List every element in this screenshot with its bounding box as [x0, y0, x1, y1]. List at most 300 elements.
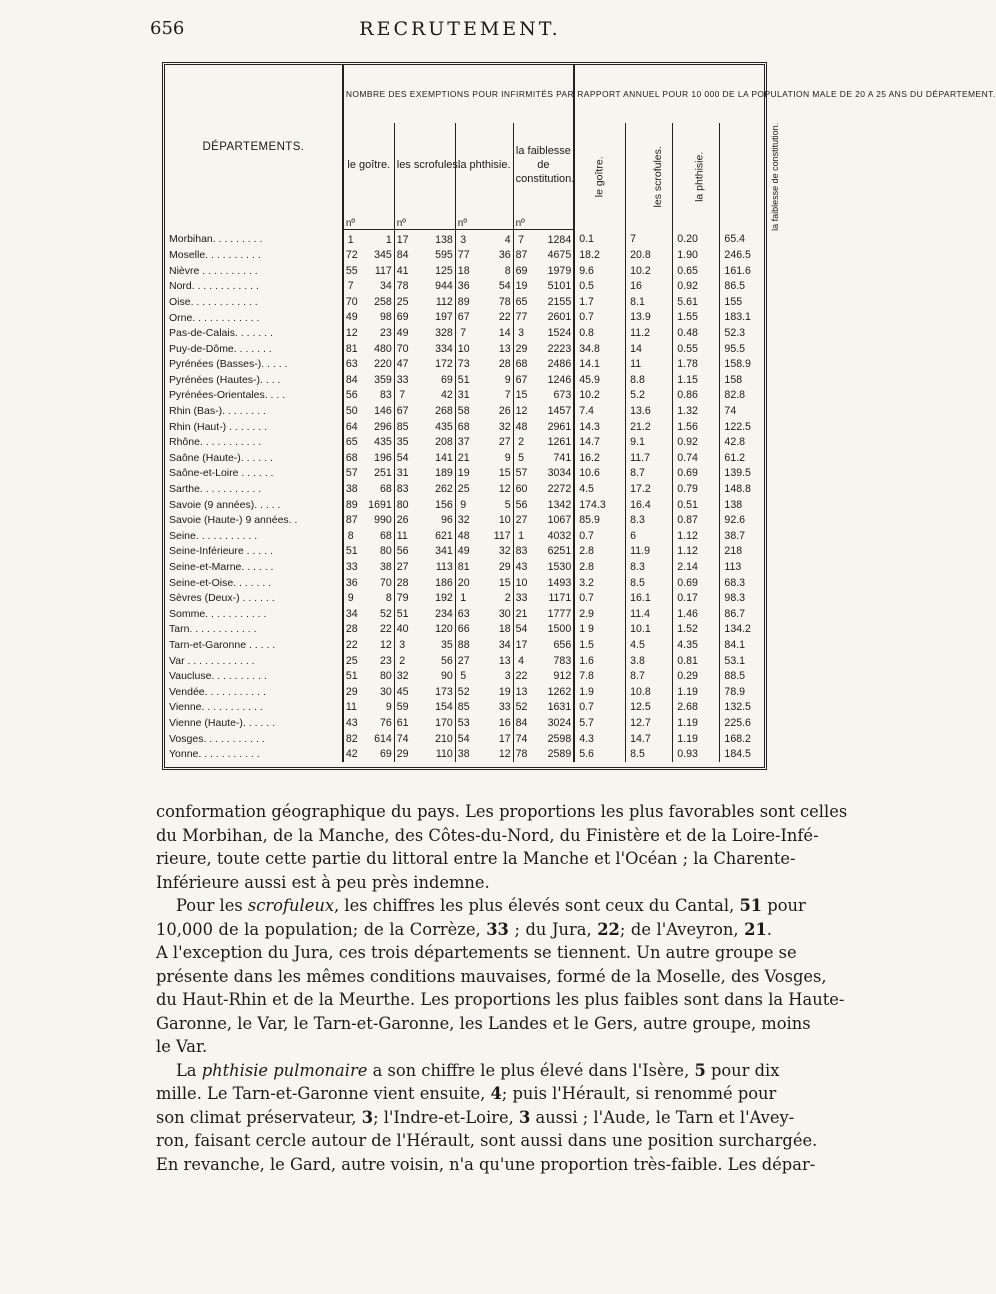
ratio-scrofules: 10.8	[626, 684, 673, 700]
phthisie-count: 15	[468, 466, 513, 482]
faiblesse-n: 19	[515, 280, 528, 293]
ratio-scrofules: 14.7	[626, 731, 673, 747]
ratio-scrofules: 21.2	[626, 419, 673, 435]
dept-name: Yonne. . . . . . . . . . .	[165, 747, 343, 763]
phthisie-n: 63	[457, 607, 470, 620]
phthisie-count: 16	[468, 715, 513, 731]
phthisie-count: 2	[468, 591, 513, 607]
ratio-faiblesse: 138	[724, 498, 743, 511]
ratio-scrofules: 7	[626, 230, 673, 248]
ratio-faiblesse: 84.1	[724, 638, 746, 651]
goitre-count: 69	[356, 747, 395, 763]
phthisie-count: 10	[468, 513, 513, 529]
table-row	[165, 559, 764, 575]
dept-name: Vienne. . . . . . . . . . .	[165, 700, 343, 716]
ratio-phthisie: 0.92	[673, 435, 720, 451]
goitre-count: 1691	[356, 497, 395, 513]
goitre-n: 25	[345, 654, 358, 667]
dept-name: Morbihan. . . . . . . . .	[165, 230, 343, 248]
phthisie-count: 13	[468, 341, 513, 357]
faiblesse-count: 673	[526, 388, 574, 404]
dept-header: DÉPARTEMENTS.	[165, 65, 343, 230]
goitre-n: 81	[345, 342, 358, 355]
text-run: ; l'Indre-et-Loire,	[373, 1107, 519, 1127]
ratio-phthisie: 0.79	[673, 482, 720, 498]
faiblesse-count: 1262	[526, 684, 574, 700]
ratio-faiblesse: 113	[724, 560, 742, 573]
phthisie-n: 3	[460, 233, 467, 246]
dept-name: Saône (Haute-). . . . . .	[165, 450, 343, 466]
ratio-faiblesse: 161.6	[724, 264, 751, 277]
ratio-phthisie: 0.87	[673, 513, 720, 529]
dept-name: Rhône. . . . . . . . . . .	[165, 435, 343, 451]
goitre-n: 1	[347, 233, 354, 246]
goitre-count: 117	[356, 263, 395, 279]
rcol-scrofules: les scrofules.	[651, 146, 664, 208]
ratio-scrofules: 10.2	[626, 263, 673, 279]
scrofules-count: 334	[407, 341, 455, 357]
dept-name: Tarn-et-Garonne . . . . .	[165, 637, 343, 653]
goitre-count: 22	[356, 622, 395, 638]
ratio-goitre: 4.3	[574, 731, 625, 747]
ratio-phthisie: 0.29	[673, 669, 720, 685]
faiblesse-n: 7	[518, 233, 524, 246]
goitre-count: 220	[356, 357, 395, 373]
goitre-count: 296	[356, 419, 395, 435]
ratio-faiblesse: 92.6	[724, 514, 746, 527]
faiblesse-count: 2601	[526, 310, 574, 326]
ratio-phthisie: 0.20	[673, 230, 720, 248]
dept-name: Pas-de-Calais. . . . . . .	[165, 326, 343, 342]
ratio-scrofules: 13.9	[626, 310, 673, 326]
ratio-scrofules: 11.9	[626, 544, 673, 560]
table-body	[165, 230, 764, 763]
ratio-scrofules: 13.6	[626, 404, 673, 420]
ratio-faiblesse: 52.3	[724, 327, 746, 340]
faiblesse-n: 12	[515, 405, 528, 418]
phthisie-n: 20	[457, 576, 470, 589]
goitre-n: 84	[345, 373, 358, 386]
text-run-bold: 33	[486, 919, 509, 939]
ratio-phthisie: 1.55	[673, 310, 720, 326]
goitre-count: 34	[356, 279, 395, 295]
goitre-count: 435	[356, 435, 395, 451]
faiblesse-n: 54	[515, 623, 528, 636]
faiblesse-n: 56	[515, 498, 528, 511]
text-run-bold: 51	[739, 896, 763, 915]
scrofules-count: 435	[407, 419, 455, 435]
goitre-count: 990	[356, 513, 395, 529]
statistics-table	[162, 62, 996, 770]
n-label-scrofules: nº	[394, 207, 407, 230]
table-row	[165, 637, 764, 653]
col-faiblesse: la faiblesse de constitution.	[513, 123, 574, 207]
ratio-phthisie: 0.65	[673, 263, 720, 279]
phthisie-count: 32	[468, 544, 513, 560]
ratio-goitre: 1.7	[574, 294, 625, 310]
faiblesse-n: 1	[518, 529, 524, 542]
goitre-count: 258	[356, 294, 395, 310]
phthisie-count: 4	[468, 230, 513, 248]
faiblesse-count: 4675	[526, 248, 574, 264]
faiblesse-count: 1457	[526, 404, 574, 420]
phthisie-n: 9	[460, 498, 467, 511]
scrofules-count: 189	[407, 466, 455, 482]
goitre-n: 22	[345, 638, 358, 651]
scrofules-count: 156	[407, 497, 455, 513]
phthisie-n: 10	[457, 342, 470, 355]
scrofules-n: 78	[396, 280, 409, 293]
dept-name: Rhin (Haut-) . . . . . . .	[165, 419, 343, 435]
ratio-goitre: 0.7	[574, 528, 625, 544]
ratio-goitre: 18.2	[574, 248, 625, 264]
ratio-scrofules: 11.2	[626, 326, 673, 342]
table-row	[165, 294, 764, 310]
goitre-count: 8	[356, 591, 395, 607]
rcol-faiblesse-cell	[720, 122, 781, 231]
ratio-goitre: 1.6	[574, 653, 625, 669]
goitre-n: 38	[345, 483, 358, 495]
rcol-phthisie-cell	[673, 123, 720, 230]
text-run: , les chiffres les plus élevés sont ceux du Cantal,	[334, 896, 740, 915]
phthisie-count: 13	[468, 653, 513, 669]
goitre-n: 29	[345, 685, 358, 698]
scrofules-count: 112	[407, 294, 455, 310]
scrofules-count: 595	[407, 248, 455, 264]
scrofules-count: 120	[407, 622, 455, 638]
faiblesse-count: 4032	[526, 528, 574, 544]
ratio-scrofules: 5.2	[626, 388, 673, 404]
faiblesse-count: 1246	[526, 372, 574, 388]
table-row	[165, 606, 764, 622]
ratio-faiblesse: 42.8	[724, 436, 746, 449]
goitre-n: 7	[347, 280, 354, 293]
scrofules-n: 31	[396, 467, 409, 480]
ratio-faiblesse: 122.5	[724, 420, 751, 433]
table-row	[165, 279, 764, 295]
table-row	[165, 419, 764, 435]
goitre-n: 34	[345, 607, 358, 620]
phthisie-n: 89	[457, 295, 470, 308]
phthisie-count: 54	[468, 279, 513, 295]
goitre-n: 63	[345, 358, 358, 371]
table-row	[165, 622, 764, 638]
goitre-count: 251	[356, 466, 395, 482]
goitre-count: 68	[356, 482, 395, 498]
ratio-faiblesse: 134.2	[724, 623, 751, 636]
dept-name: Savoie (Haute-) 9 années. .	[165, 513, 343, 529]
dept-name: Moselle. . . . . . . . . .	[165, 248, 343, 264]
scrofules-n: 33	[396, 373, 409, 386]
ratio-scrofules: 8.5	[626, 747, 673, 763]
table-row	[165, 230, 764, 248]
goitre-count: 12	[356, 637, 395, 653]
ratio-phthisie: 1.78	[673, 357, 720, 373]
table-row	[165, 700, 764, 716]
table-row	[165, 715, 764, 731]
table-row	[165, 544, 764, 560]
ratio-faiblesse: 86.5	[724, 280, 746, 293]
dept-name: Nièvre . . . . . . . . . .	[165, 263, 343, 279]
scrofules-n: 27	[396, 560, 409, 573]
text-line: Garonne, le Var, le Tarn-et-Garonne, les Landes et le Gers, autre groupe, moins	[156, 1013, 811, 1033]
dept-name: Tarn. . . . . . . . . . . .	[165, 622, 343, 638]
phthisie-n: 1	[460, 592, 467, 605]
text-run-bold: 22	[597, 919, 620, 939]
ratio-goitre: 34.8	[574, 341, 625, 357]
table-row	[165, 388, 764, 404]
goitre-count: 80	[356, 669, 395, 685]
scrofules-n: 17	[396, 233, 409, 246]
text-run: 10,000 de la population; de la Corrèze,	[156, 919, 487, 939]
table-row	[165, 341, 764, 357]
scrofules-n: 80	[396, 498, 409, 511]
phthisie-n: 51	[457, 373, 470, 386]
goitre-n: 89	[345, 498, 358, 511]
ratio-scrofules: 16.4	[626, 497, 673, 513]
phthisie-n: 7	[460, 327, 467, 340]
faiblesse-count: 1500	[526, 622, 574, 638]
text-run: a son chiffre le plus élevé dans l'Isère,	[367, 1060, 695, 1080]
goitre-n: 43	[345, 716, 358, 729]
table-row	[165, 310, 764, 326]
table-row	[165, 372, 764, 388]
table-row	[165, 482, 764, 498]
ratio-phthisie: 1.19	[673, 684, 720, 700]
page-number: 656	[150, 18, 185, 39]
ratio-scrofules: 4.5	[626, 637, 673, 653]
dept-name: Sèvres (Deux-) . . . . . .	[165, 591, 343, 607]
scrofules-n: 11	[396, 529, 408, 542]
text-line: du Haut-Rhin et de la Meurthe. Les proportions les plus faibles sont dans la Haute-	[156, 990, 845, 1009]
ratio-faiblesse: 98.3	[724, 592, 746, 605]
goitre-count: 68	[356, 528, 395, 544]
faiblesse-n: 67	[515, 373, 528, 386]
ratio-goitre: 0.7	[574, 700, 625, 716]
ratio-phthisie: 1.15	[673, 372, 720, 388]
goitre-count: 480	[356, 341, 395, 357]
ratio-phthisie: 1.32	[673, 404, 720, 420]
goitre-count: 52	[356, 606, 395, 622]
phthisie-count: 12	[468, 482, 513, 498]
text-run: La	[176, 1060, 202, 1080]
scrofules-n: 69	[396, 311, 409, 324]
scrofules-n: 45	[396, 685, 409, 698]
rcol-faiblesse: la faiblesse de constitution.	[770, 122, 781, 231]
text-run: ; de l'Aveyron,	[619, 919, 745, 939]
faiblesse-count: 2272	[526, 482, 574, 498]
scrofules-n: 47	[396, 358, 409, 371]
scrofules-n: 54	[396, 451, 409, 464]
phthisie-count: 12	[468, 747, 513, 763]
ratio-phthisie: 1.56	[673, 419, 720, 435]
faiblesse-n: 69	[515, 264, 528, 277]
ratio-goitre: 2.9	[574, 606, 625, 622]
text-run-italic: phthisie pulmonaire	[201, 1060, 368, 1080]
scrofules-count: 141	[407, 450, 455, 466]
ratio-scrofules: 8.7	[626, 466, 673, 482]
col-phthisie: la phthisie.	[455, 123, 513, 207]
ratio-faiblesse: 225.6	[724, 716, 751, 729]
phthisie-n: 53	[457, 716, 470, 729]
table-row	[165, 591, 764, 607]
scrofules-n: 2	[399, 654, 406, 667]
phthisie-n: 88	[457, 638, 470, 651]
goitre-count: 359	[356, 372, 395, 388]
goitre-n: 33	[345, 560, 358, 573]
phthisie-count: 34	[468, 637, 513, 653]
rcol-scrofules-cell	[626, 123, 673, 230]
faiblesse-n: 60	[515, 483, 528, 495]
goitre-n: 56	[345, 389, 358, 402]
text-run: ; du Jura,	[508, 919, 598, 939]
scrofules-n: 74	[396, 732, 409, 745]
ratio-goitre: 14.3	[574, 419, 625, 435]
faiblesse-count: 1493	[526, 575, 574, 591]
goitre-count: 80	[356, 544, 395, 560]
scrofules-n: 32	[396, 670, 409, 683]
dept-name: Vienne (Haute-). . . . . .	[165, 715, 343, 731]
faiblesse-n: 48	[515, 420, 528, 433]
ratio-phthisie: 1.19	[673, 715, 720, 731]
scrofules-count: 210	[407, 731, 455, 747]
faiblesse-n: 29	[515, 342, 528, 355]
ratio-goitre: 174.3	[574, 497, 625, 513]
faiblesse-count: 6251	[526, 544, 574, 560]
text-line	[156, 1082, 777, 1106]
goitre-n: 68	[345, 451, 358, 464]
phthisie-count: 3	[468, 669, 513, 685]
ratio-goitre: 5.7	[574, 715, 625, 731]
text-line: le Var.	[156, 1037, 208, 1056]
text-run: pour	[762, 896, 806, 915]
text-run: pour dix	[705, 1060, 780, 1080]
faiblesse-n: 83	[515, 545, 528, 558]
ratio-phthisie: 1.90	[673, 248, 720, 264]
dept-name: Nord. . . . . . . . . . . .	[165, 279, 343, 295]
phthisie-n: 52	[457, 685, 470, 698]
ratio-scrofules: 6	[626, 528, 673, 544]
faiblesse-n: 74	[515, 732, 528, 745]
scrofules-count: 138	[407, 230, 455, 248]
phthisie-count: 15	[468, 575, 513, 591]
scrofules-count: 328	[407, 326, 455, 342]
faiblesse-count: 1777	[526, 606, 574, 622]
faiblesse-count: 1284	[526, 230, 574, 248]
faiblesse-count: 1530	[526, 559, 574, 575]
faiblesse-count: 2155	[526, 294, 574, 310]
scrofules-count: 621	[407, 528, 455, 544]
dept-name: Puy-de-Dôme. . . . . . .	[165, 341, 343, 357]
ratio-phthisie: 0.81	[673, 653, 720, 669]
ratio-goitre: 0.1	[574, 230, 625, 248]
phthisie-count: 36	[468, 248, 513, 264]
faiblesse-count: 2598	[526, 731, 574, 747]
ratio-goitre: 7.8	[574, 669, 625, 685]
faiblesse-count: 2961	[526, 419, 574, 435]
running-head: RECRUTEMENT.	[359, 18, 561, 40]
ratio-scrofules: 3.8	[626, 653, 673, 669]
text-line: conformation géographique du pays. Les proportions les plus favorables sont celles	[156, 802, 848, 821]
faiblesse-count: 2589	[526, 747, 574, 763]
phthisie-count: 29	[468, 559, 513, 575]
phthisie-count: 9	[468, 450, 513, 466]
ratio-faiblesse: 61.2	[724, 451, 746, 464]
phthisie-count: 78	[468, 294, 513, 310]
ratio-goitre: 2.8	[574, 544, 625, 560]
text-run-bold: 4	[490, 1084, 502, 1103]
goitre-n: 82	[345, 732, 358, 745]
table-row	[165, 497, 764, 513]
table-row	[165, 528, 764, 544]
faiblesse-n: 87	[515, 249, 528, 262]
table-row	[165, 466, 764, 482]
goitre-count: 23	[356, 326, 395, 342]
faiblesse-count: 741	[526, 450, 574, 466]
scrofules-count: 268	[407, 404, 455, 420]
ratio-scrofules: 8.3	[626, 513, 673, 529]
faiblesse-count: 656	[526, 637, 574, 653]
goitre-count: 23	[356, 653, 395, 669]
phthisie-n: 54	[457, 732, 470, 745]
n-spacer	[468, 207, 513, 230]
ratio-faiblesse: 218	[724, 545, 743, 558]
faiblesse-count: 1261	[526, 435, 574, 451]
ratio-phthisie: 0.55	[673, 341, 720, 357]
ratio-scrofules: 8.8	[626, 372, 673, 388]
ratio-scrofules: 9.1	[626, 435, 673, 451]
dept-name: Seine-Inférieure . . . . .	[165, 544, 343, 560]
goitre-n: 12	[345, 327, 358, 340]
ratio-goitre: 9.6	[574, 263, 625, 279]
ratio-phthisie: 0.69	[673, 466, 720, 482]
scrofules-count: 172	[407, 357, 455, 373]
scrofules-count: 186	[407, 575, 455, 591]
text-run-italic: scrofuleux	[247, 896, 335, 915]
scrofules-n: 61	[396, 716, 409, 729]
ratio-phthisie: 2.68	[673, 700, 720, 716]
ratio-faiblesse: 132.5	[724, 701, 751, 714]
text-run: mille. Le Tarn-et-Garonne vient ensuite,	[156, 1084, 491, 1103]
scrofules-count: 197	[407, 310, 455, 326]
text-run: ; puis l'Hérault, si renommé pour	[501, 1084, 777, 1103]
phthisie-n: 48	[457, 529, 470, 542]
goitre-count: 70	[356, 575, 395, 591]
ratio-faiblesse: 155	[724, 295, 743, 308]
goitre-count: 98	[356, 310, 395, 326]
ratio-phthisie: 0.48	[673, 326, 720, 342]
ratio-phthisie: 2.14	[673, 559, 720, 575]
phthisie-count: 17	[468, 731, 513, 747]
ratio-scrofules: 11.7	[626, 450, 673, 466]
phthisie-count: 18	[468, 622, 513, 638]
ratio-goitre: 0.7	[574, 310, 625, 326]
ratio-scrofules: 16.1	[626, 591, 673, 607]
goitre-count: 9	[356, 700, 395, 716]
goitre-n: 28	[345, 623, 358, 636]
phthisie-n: 58	[457, 405, 470, 418]
n-spacer	[356, 207, 395, 230]
ratio-faiblesse: 158.9	[724, 358, 751, 371]
ratio-faiblesse: 88.5	[724, 670, 746, 683]
faiblesse-n: 5	[518, 451, 524, 464]
table-row	[165, 575, 764, 591]
ratio-goitre: 1 9	[574, 622, 625, 638]
scrofules-n: 85	[396, 420, 409, 433]
n-label-faiblesse: nº	[513, 207, 526, 230]
ratio-phthisie: 1.52	[673, 622, 720, 638]
table-row	[165, 404, 764, 420]
